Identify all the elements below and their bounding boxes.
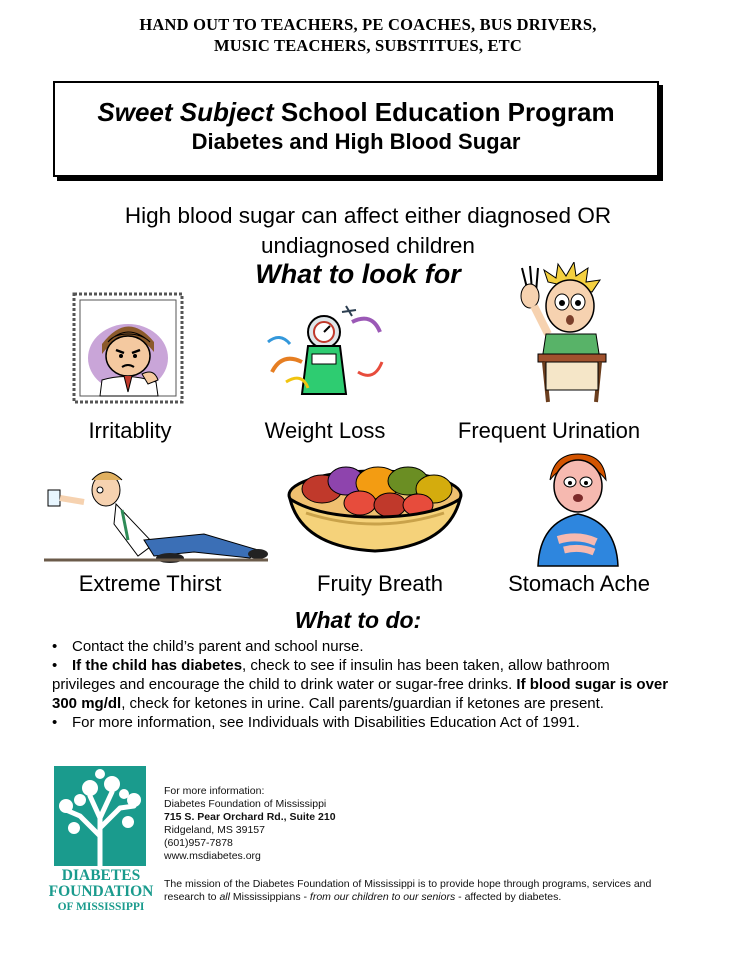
program-subtitle: Diabetes and High Blood Sugar: [191, 129, 521, 154]
mission-statement: The mission of the Diabetes Foundation of Mississippi is to provide hope through programs, services and research to all Mississippians - from our children to our seniors - affected by diabetes.: [164, 878, 652, 903]
city: Ridgeland, MS 39157: [164, 824, 265, 836]
contact-block: [164, 785, 464, 863]
program-title: [55, 97, 657, 127]
instruction-item: • For more information, see Individuals with Disabilities Education Act of 1991.: [52, 714, 580, 731]
symptom-label-fruity-breath: Fruity Breath: [317, 571, 443, 596]
intro-text: [0, 201, 736, 261]
symptom-label-irritability: Irritablity: [88, 418, 172, 443]
intro-line-2: undiagnosed children: [261, 233, 475, 258]
instruction-item: • Contact the child’s parent and school nurse.: [52, 638, 364, 655]
fruit-bowl-icon: [282, 455, 468, 555]
title-box: [53, 81, 659, 177]
website-link[interactable]: www.msdiabetes.org: [164, 850, 261, 862]
program-title-italic: Sweet Subject: [97, 97, 274, 127]
what-to-do-heading: What to do:: [294, 607, 422, 633]
logo-line-3: OF MISSISSIPPI: [57, 901, 145, 913]
symptom-label-frequent-urination: Frequent Urination: [457, 418, 641, 443]
instructions-list: [52, 637, 672, 732]
logo-line-2: FOUNDATION: [48, 883, 154, 900]
symptom-label-extreme-thirst: Extreme Thirst: [78, 571, 222, 596]
symptom-label-weight-loss: Weight Loss: [264, 418, 386, 443]
bullet-icon: •: [52, 714, 58, 731]
program-title-rest: School Education Program: [273, 97, 615, 127]
stomach-ache-boy-icon: [534, 450, 620, 568]
instruction-item: • If the child has diabetes, check to see if insulin has been taken, allow bathroom privileges and encourage the child to drink water or sugar-free drinks. If blood sugar is over 300 mg/dl, check for ketones in urine. Call parents/guardian if ketones are present.: [52, 657, 669, 712]
address: 715 S. Pear Orchard Rd., Suite 210: [164, 811, 336, 823]
phone: (601)957-7878: [164, 837, 233, 849]
raised-hand-student-icon: [508, 262, 608, 408]
more-info-label: For more information:: [164, 785, 265, 797]
bullet-icon: •: [52, 657, 58, 674]
header-line-2: MUSIC TEACHERS, SUBSTITUES, ETC: [213, 36, 523, 55]
org-name: Diabetes Foundation of Mississippi: [164, 798, 327, 810]
scale-icon: [262, 302, 392, 402]
logo-wordmark: [48, 868, 154, 914]
angry-boy-icon: [72, 292, 184, 404]
thirsty-man-icon: [44, 454, 268, 564]
logo-line-1: DIABETES: [61, 867, 141, 884]
diabetes-foundation-logo-icon: [54, 766, 146, 866]
symptom-label-stomach-ache: Stomach Ache: [508, 571, 650, 596]
intro-line-1: High blood sugar can affect either diagnosed OR: [124, 203, 612, 228]
header-line-1: HAND OUT TO TEACHERS, PE COACHES, BUS DRIVERS,: [139, 15, 597, 34]
look-for-heading: What to look for: [255, 259, 461, 289]
handout-header: [0, 14, 736, 56]
bullet-icon: •: [52, 638, 58, 655]
